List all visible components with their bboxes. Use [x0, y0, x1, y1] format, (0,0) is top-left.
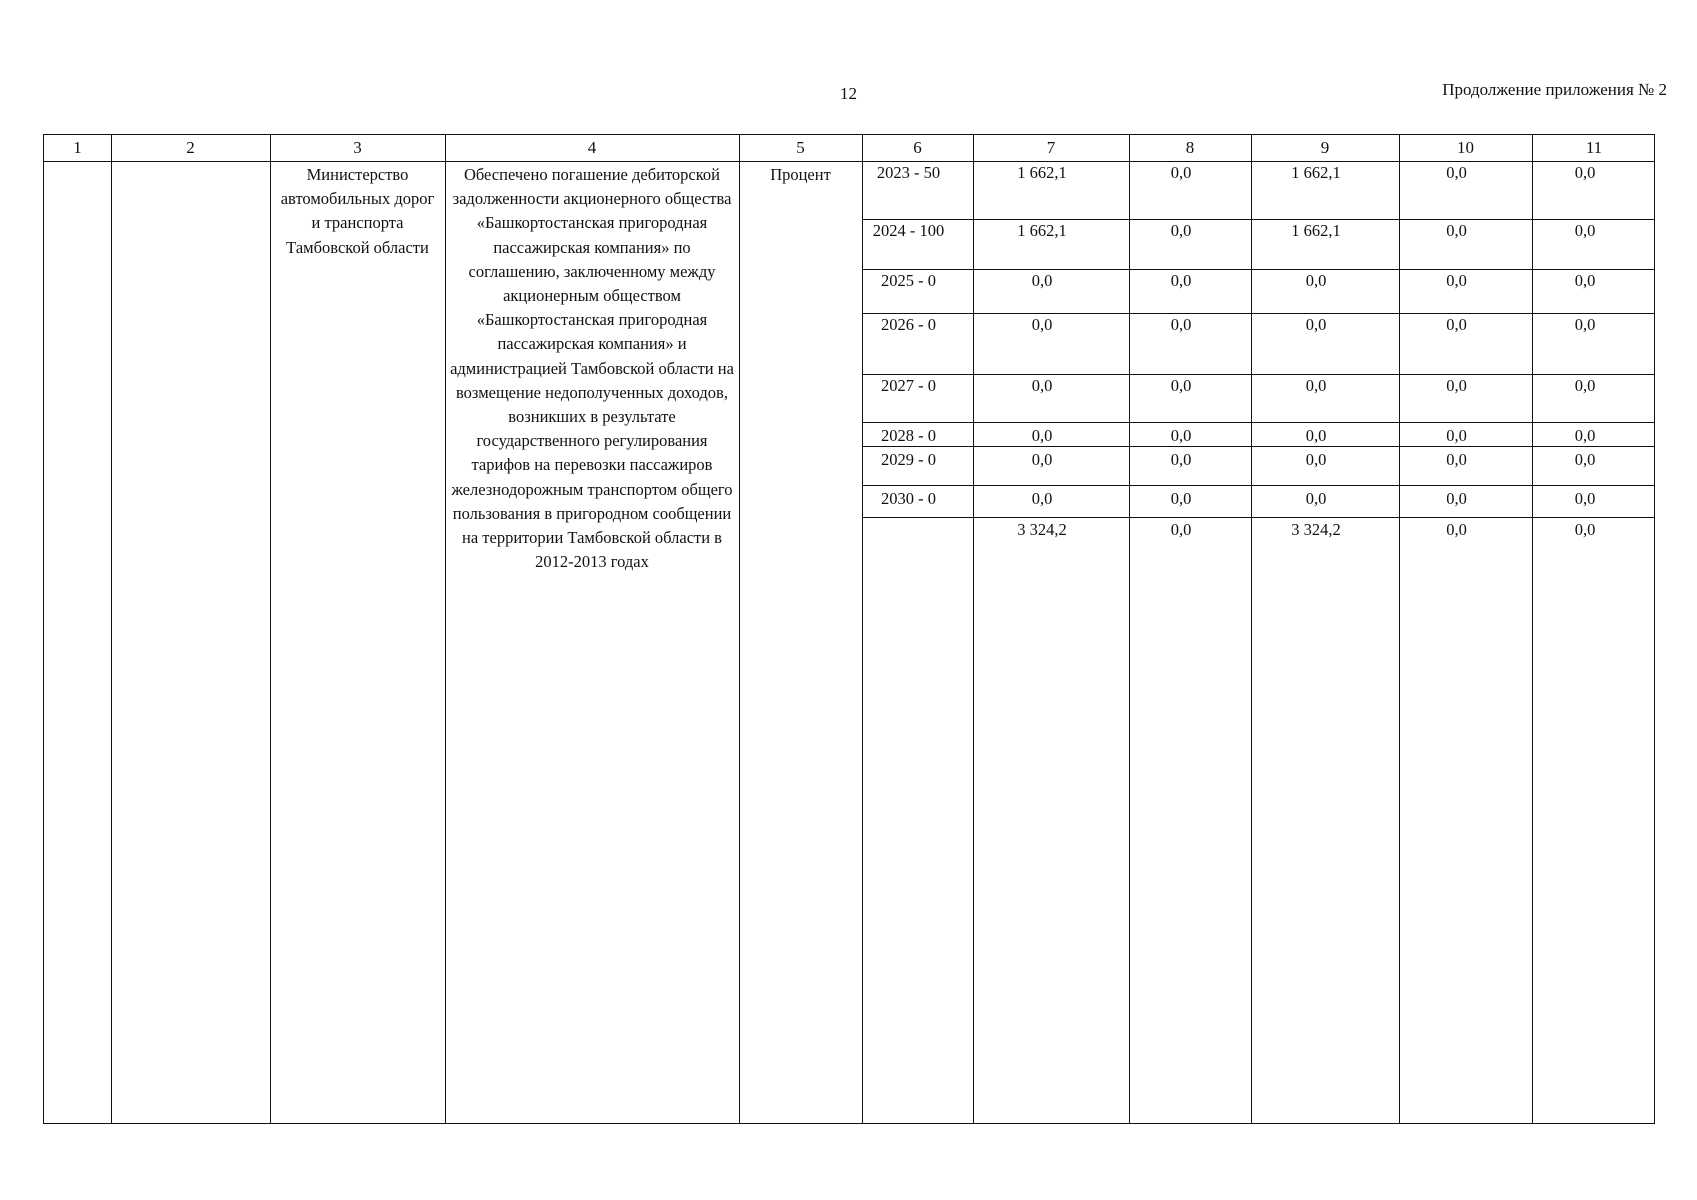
year-target-cell: 2023 - 50	[876, 163, 941, 182]
year-target-cell: 2030 - 0	[881, 489, 936, 508]
value-cell-8: 0,0	[1170, 376, 1192, 395]
column-number: 1	[73, 138, 82, 157]
value-cell-10: 0,0	[1446, 376, 1467, 395]
value-cell-7: 0,0	[1031, 426, 1053, 445]
row-separator	[862, 446, 1654, 447]
value-cell-11: 0,0	[1574, 376, 1596, 395]
appendix-table	[43, 134, 1655, 1124]
column-number: 4	[587, 138, 597, 157]
row-separator	[862, 485, 1654, 486]
column-divider	[111, 135, 112, 1123]
column-number: 11	[1585, 138, 1603, 157]
value-cell-11: 0,0	[1574, 450, 1596, 469]
value-cell-9: 1 662,1	[1291, 221, 1341, 240]
year-target-cell: 2027 - 0	[881, 376, 936, 395]
value-cell-11: 0,0	[1574, 489, 1596, 508]
value-cell-7: 1 662,1	[1017, 163, 1067, 182]
column-number: 7	[1046, 138, 1056, 157]
value-cell-9: 0,0	[1305, 315, 1327, 334]
value-cell-9: 0,0	[1305, 489, 1327, 508]
unit-of-measure: Процент	[770, 165, 831, 184]
page-number: 12	[840, 84, 857, 103]
value-cell-8: 0,0	[1170, 221, 1192, 240]
column-divider	[445, 135, 446, 1123]
year-target-cell: 2024 - 100	[872, 221, 945, 240]
row-separator	[862, 422, 1654, 423]
column-divider	[270, 135, 271, 1123]
row-separator	[862, 517, 1654, 518]
year-target-cell: 2025 - 0	[881, 271, 936, 290]
result-description: Обеспечено погашение дебиторской задолженности акционерного общества «Башкортостанская пригородная пассажирская компания» по соглашению, заключенному между акционерным обществом «Башкортостанская пригородная пассажирская компания» и администрацией Тамбовской области на возмещение недополученных доходов, возникших в результате государственного регулирования тарифов на перевозки пассажиров железнодорожным транспортом общего пользования в пригородном сообщении на территории Тамбовской области в 2012-2013 годах	[450, 165, 734, 572]
value-cell-8: 0,0	[1170, 271, 1192, 290]
total-value-cell-8: 0,0	[1170, 520, 1192, 539]
total-value-cell-9: 3 324,2	[1291, 520, 1341, 539]
value-cell-7: 0,0	[1031, 489, 1053, 508]
column-number: 9	[1320, 138, 1330, 157]
value-cell-10: 0,0	[1446, 221, 1467, 240]
total-value-cell-7: 3 324,2	[1017, 520, 1067, 539]
value-cell-9: 0,0	[1305, 271, 1327, 290]
column-number: 10	[1457, 138, 1474, 157]
value-cell-11: 0,0	[1574, 426, 1596, 445]
value-cell-10: 0,0	[1446, 426, 1467, 445]
column-number: 6	[913, 138, 922, 157]
value-cell-8: 0,0	[1170, 426, 1192, 445]
total-value-cell-10: 0,0	[1446, 520, 1467, 539]
value-cell-8: 0,0	[1170, 450, 1192, 469]
value-cell-9: 0,0	[1305, 426, 1327, 445]
value-cell-9: 1 662,1	[1291, 163, 1341, 182]
value-cell-8: 0,0	[1170, 163, 1192, 182]
column-number: 2	[186, 138, 195, 157]
year-target-cell: 2029 - 0	[881, 450, 936, 469]
value-cell-7: 0,0	[1031, 376, 1053, 395]
value-cell-7: 1 662,1	[1017, 221, 1067, 240]
value-cell-11: 0,0	[1574, 315, 1596, 334]
value-cell-10: 0,0	[1446, 163, 1467, 182]
total-value-cell-11: 0,0	[1574, 520, 1596, 539]
value-cell-10: 0,0	[1446, 315, 1467, 334]
value-cell-9: 0,0	[1305, 376, 1327, 395]
value-cell-7: 0,0	[1031, 315, 1053, 334]
year-target-cell: 2026 - 0	[881, 315, 936, 334]
value-cell-11: 0,0	[1574, 163, 1596, 182]
responsible-executor: Министерство автомобильных дорог и транспорта Тамбовской области	[280, 165, 435, 257]
column-number: 5	[796, 138, 805, 157]
value-cell-7: 0,0	[1031, 271, 1053, 290]
continuation-label: Продолжение приложения № 2	[1442, 80, 1667, 99]
value-cell-8: 0,0	[1170, 315, 1192, 334]
value-cell-9: 0,0	[1305, 450, 1327, 469]
value-cell-11: 0,0	[1574, 271, 1596, 290]
value-cell-11: 0,0	[1574, 221, 1596, 240]
year-target-cell: 2028 - 0	[881, 426, 936, 445]
column-number: 3	[353, 138, 362, 157]
value-cell-10: 0,0	[1446, 489, 1467, 508]
value-cell-8: 0,0	[1170, 489, 1192, 508]
value-cell-10: 0,0	[1446, 450, 1467, 469]
value-cell-10: 0,0	[1446, 271, 1467, 290]
column-number: 8	[1185, 138, 1195, 157]
value-cell-7: 0,0	[1031, 450, 1053, 469]
column-divider	[739, 135, 740, 1123]
